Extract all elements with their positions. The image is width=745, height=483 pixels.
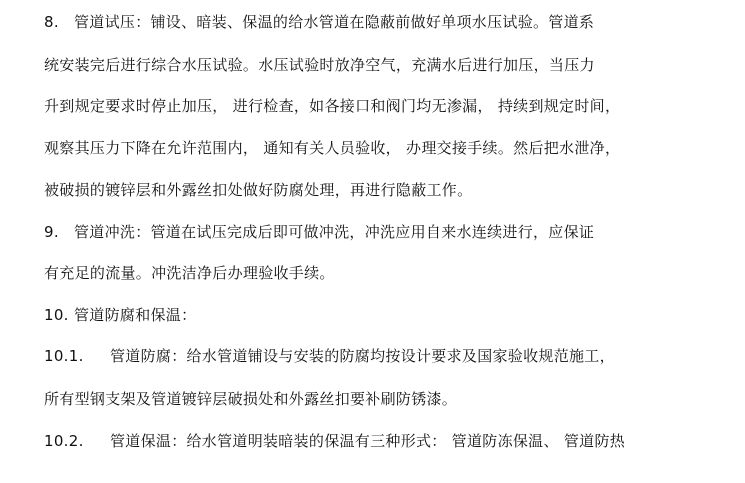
section-10-text-1: 管道防腐和保温： xyxy=(74,306,197,324)
section-10-1-text-2: 所有型钢支架及管道镀锌层破损处和外露丝扣要补刷防锈漆。 xyxy=(44,390,458,408)
section-8-number: 8. xyxy=(44,13,59,31)
section-8-line-1 xyxy=(44,11,594,33)
section-8-text-4: 观察其压力下降在允许范围内， 通知有关人员验收， 办理交接手续。然后把水泄净， xyxy=(44,139,621,157)
section-8-text-5: 被破损的镀锌层和外露丝扣处做好防腐处理，再进行隐蔽工作。 xyxy=(44,181,473,199)
section-8-text-2: 统安装完后进行综合水压试验。水压试验时放净空气，充满水后进行加压，当压力 xyxy=(44,56,595,74)
section-10-1-text-1: 管道防腐：给水管道铺设与安装的防腐均按设计要求及国家验收规范施工， xyxy=(110,347,615,365)
section-10-1-number: 10.1. xyxy=(44,347,84,365)
section-10-1-line-2 xyxy=(44,388,457,410)
section-9-number: 9. xyxy=(44,223,59,241)
section-9-text-1: 管道冲洗：管道在试压完成后即可做冲洗，冲洗应用自来水连续进行，应保证 xyxy=(74,223,595,241)
section-10-2-number: 10.2. xyxy=(44,432,84,450)
section-8-line-5 xyxy=(44,179,472,201)
section-8-line-4 xyxy=(44,137,620,159)
section-10-2-line-1 xyxy=(44,430,625,452)
section-8-text-3: 升到规定要求时停止加压， 进行检查，如各接口和阀门均无渗漏， 持续到规定时间， xyxy=(44,97,621,115)
section-9-text-2: 有充足的流量。冲洗洁净后办理验收手续。 xyxy=(44,264,335,282)
section-10-line-1 xyxy=(44,304,196,326)
section-8-text-1: 管道试压：铺设、暗装、保温的给水管道在隐蔽前做好单项水压试验。管道系 xyxy=(74,13,595,31)
section-9-line-2 xyxy=(44,262,335,284)
section-8-line-3 xyxy=(44,95,620,117)
section-8-line-2 xyxy=(44,54,595,76)
section-10-number: 10. xyxy=(44,306,69,324)
section-10-1-line-1 xyxy=(44,345,615,367)
section-9-line-1 xyxy=(44,221,594,243)
section-10-2-text-1: 管道保温：给水管道明装暗装的保温有三种形式： 管道防冻保温、 管道防热 xyxy=(110,432,626,450)
